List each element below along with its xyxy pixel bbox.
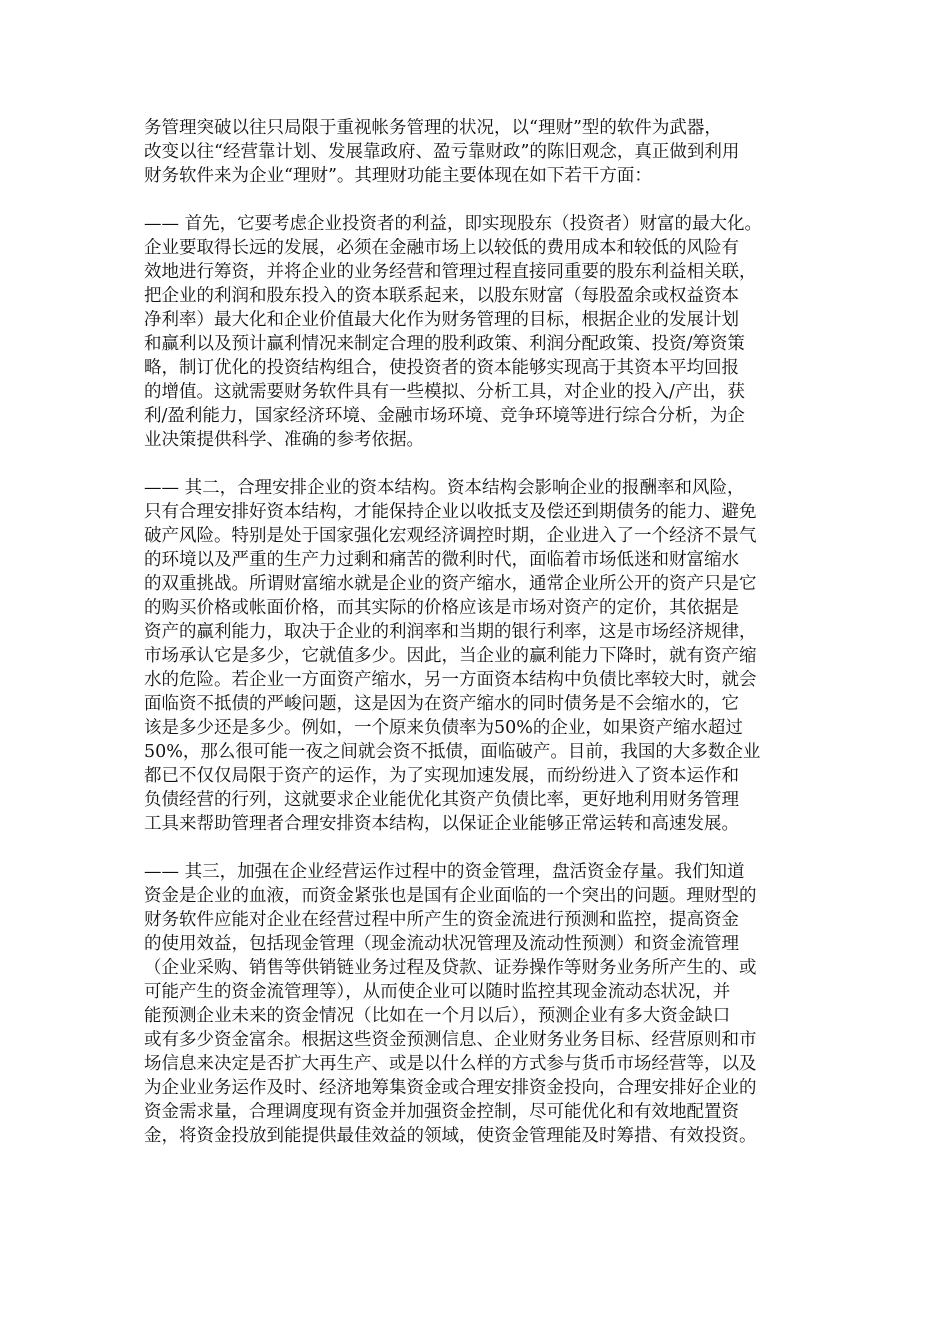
paragraph-intro bbox=[144, 116, 824, 188]
text-line: 资金是企业的血液，而资金紧张也是国有企业面临的一个突出的问题。理财型的 bbox=[144, 886, 757, 906]
text-line: 负债经营的行列，这就要求企业能优化其资产负债比率，更好地利用财务管理 bbox=[144, 790, 739, 810]
paragraph-second bbox=[144, 476, 824, 836]
text-line: 的增值。这就需要财务软件具有一些模拟、分析工具，对企业的投入/产出，获 bbox=[144, 382, 745, 402]
paragraph-gap bbox=[144, 836, 824, 860]
paragraph-gap bbox=[144, 452, 824, 476]
text-line: 水的危险。若企业一方面资产缩水，另一方面资本结构中负债比率较大时，就会 bbox=[144, 670, 757, 690]
text-line: 都已不仅仅局限于资产的运作，为了实现加速发展，而纷纷进入了资本运作和 bbox=[144, 766, 739, 786]
text-line: 略，制订优化的投资结构组合，使投资者的资本能够实现高于其资本平均回报 bbox=[144, 358, 739, 378]
text-line: —— 其三，加强在企业经营运作过程中的资金管理，盘活资金存量。我们知道 bbox=[144, 862, 745, 882]
text-line: 企业要取得长远的发展，必须在金融市场上以较低的费用成本和较低的风险有 bbox=[144, 238, 739, 258]
text-line: —— 首先，它要考虑企业投资者的利益，即实现股东（投资者）财富的最大化。 bbox=[144, 214, 763, 234]
text-line: 的环境以及严重的生产力过剩和痛苦的微利时代，面临着市场低迷和财富缩水 bbox=[144, 550, 739, 570]
text-line: 把企业的利润和股东投入的资本联系起来，以股东财富（每股盈余或权益资本 bbox=[144, 286, 739, 306]
text-line: 资产的赢利能力，取决于企业的利润率和当期的银行利率，这是市场经济规律， bbox=[144, 622, 757, 642]
text-line: 市场承认它是多少，它就值多少。因此，当企业的赢利能力下降时，就有资产缩 bbox=[144, 646, 757, 666]
text-line: 业决策提供科学、准确的参考依据。 bbox=[144, 430, 424, 450]
text-line: 的购买价格或帐面价格，而其实际的价格应该是市场对资产的定价，其依据是 bbox=[144, 598, 739, 618]
text-line: —— 其二，合理安排企业的资本结构。资本结构会影响企业的报酬率和风险， bbox=[144, 478, 745, 498]
text-line: 该是多少还是多少。例如，一个原来负债率为50%的企业，如果资产缩水超过 bbox=[144, 718, 743, 738]
text-line: 的使用效益，包括现金管理（现金流动状况管理及流动性预测）和资金流管理 bbox=[144, 934, 739, 954]
text-line: 或有多少资金富余。根据这些资金预测信息、企业财务业务目标、经营原则和市 bbox=[144, 1030, 757, 1050]
text-line: 50%，那么很可能一夜之间就会资不抵债，面临破产。目前，我国的大多数企业 bbox=[144, 742, 761, 762]
text-line: 工具来帮助管理者合理安排资本结构，以保证企业能够正常运转和高速发展。 bbox=[144, 814, 739, 834]
document-page bbox=[144, 116, 824, 1148]
paragraph-third bbox=[144, 860, 824, 1148]
text-line: 可能产生的资金流管理等），从而使企业可以随时监控其现金流动态状况，并 bbox=[144, 982, 731, 1002]
text-line: 财务软件来为企业“理财”。其理财功能主要体现在如下若干方面： bbox=[144, 166, 652, 186]
text-line: 金，将资金投放到能提供最佳效益的领域，使资金管理能及时筹措、有效投资。 bbox=[144, 1126, 757, 1146]
text-line: 场信息来决定是否扩大再生产、或是以什么样的方式参与货币市场经营等，以及 bbox=[144, 1054, 757, 1074]
text-line: 净利率）最大化和企业价值最大化作为财务管理的目标，根据企业的发展计划 bbox=[144, 310, 739, 330]
text-line: 资金需求量，合理调度现有资金并加强资金控制，尽可能优化和有效地配置资 bbox=[144, 1102, 739, 1122]
text-line: 只有合理安排好资本结构，才能保持企业以收抵支及偿还到期债务的能力、避免 bbox=[144, 502, 757, 522]
text-line: 的双重挑战。所谓财富缩水就是企业的资产缩水，通常企业所公开的资产只是它 bbox=[144, 574, 757, 594]
text-line: 能预测企业未来的资金情况（比如在一个月以后），预测企业有多大资金缺口 bbox=[144, 1006, 731, 1026]
text-line: 破产风险。特别是处于国家强化宏观经济调控时期，企业进入了一个经济不景气 bbox=[144, 526, 757, 546]
text-line: 改变以往“经营靠计划、发展靠政府、盈亏靠财政”的陈旧观念，真正做到利用 bbox=[144, 142, 740, 162]
paragraph-first bbox=[144, 212, 824, 452]
text-line: 面临资不抵债的严峻问题，这是因为在资产缩水的同时债务是不会缩水的，它 bbox=[144, 694, 739, 714]
text-line: 效地进行筹资，并将企业的业务经营和管理过程直接同重要的股东利益相关联， bbox=[144, 262, 757, 282]
paragraph-gap bbox=[144, 188, 824, 212]
text-line: 务管理突破以往只局限于重视帐务管理的状况，以“理财”型的软件为武器， bbox=[144, 118, 722, 138]
text-line: 和赢利以及预计赢利情况来制定合理的股利政策、利润分配政策、投资/筹资策 bbox=[144, 334, 745, 354]
text-line: 财务软件应能对企业在经营过程中所产生的资金流进行预测和监控，提高资金 bbox=[144, 910, 739, 930]
text-line: 为企业业务运作及时、经济地筹集资金或合理安排资金投向，合理安排好企业的 bbox=[144, 1078, 757, 1098]
text-line: （企业采购、销售等供销链业务过程及贷款、证券操作等财务业务所产生的、或 bbox=[144, 958, 757, 978]
text-line: 利/盈利能力，国家经济环境、金融市场环境、竞争环境等进行综合分析，为企 bbox=[144, 406, 745, 426]
